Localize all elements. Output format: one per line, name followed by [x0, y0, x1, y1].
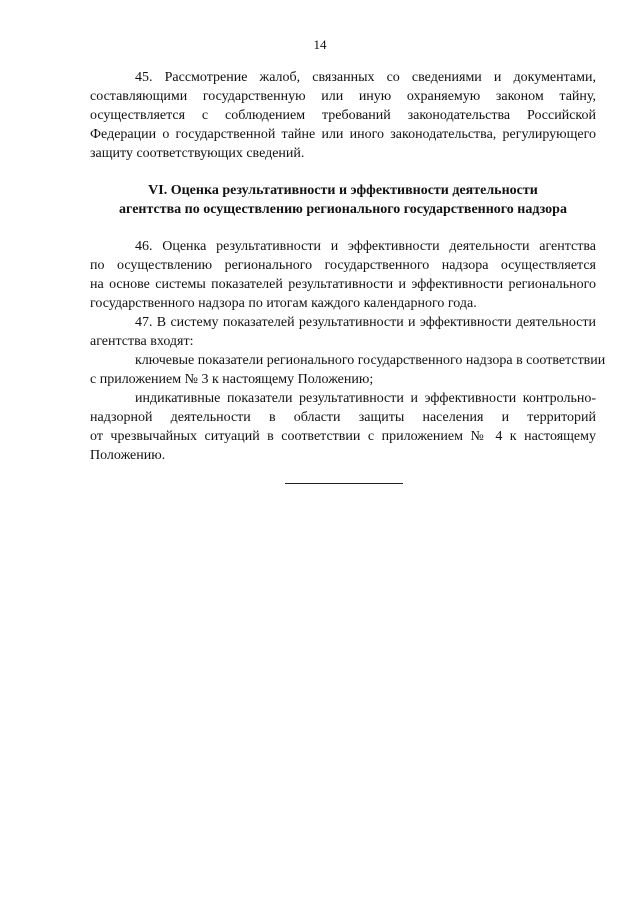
document-body: [90, 68, 606, 465]
section-heading: [90, 181, 596, 219]
paragraph-46-line: по осуществлению регионального государственного надзора осуществляется: [90, 258, 596, 273]
list-item-key-indicators: [90, 351, 606, 389]
paragraph-46-line: на основе системы показателей результативности и эффективности регионального: [90, 277, 596, 292]
paragraph-47-line: 47. В систему показателей результативности и эффективности деятельности: [135, 315, 596, 330]
paragraph-45-line: осуществляется с соблюдением требований законодательства Российской: [90, 108, 596, 123]
page-number: 14: [313, 37, 327, 52]
section-heading-line-1: VI. Оценка результативности и эффективности деятельности: [148, 183, 538, 198]
paragraph-46-line: государственного надзора по итогам каждого календарного года.: [90, 296, 477, 311]
list-item-line: Положению.: [90, 448, 166, 463]
paragraph-46-line: 46. Оценка результативности и эффективности деятельности агентства: [135, 239, 596, 254]
paragraph-45-line: защиту соответствующих сведений.: [90, 146, 305, 161]
list-item-indicative-indicators: [90, 389, 596, 465]
section-heading-line-2: агентства по осуществлению регионального государственного надзора: [119, 202, 567, 217]
list-item-line: от чрезвычайных ситуаций в соответствии с приложением № 4 к настоящему: [90, 429, 596, 444]
paragraph-45: [90, 68, 596, 163]
list-item-line: индикативные показатели результативности и эффективности контрольно-: [135, 391, 596, 406]
paragraph-47: [90, 313, 596, 351]
paragraph-45-line: 45. Рассмотрение жалоб, связанных со сведениями и документами,: [135, 70, 596, 85]
paragraph-45-line: составляющими государственную или иную охраняемую законом тайну,: [90, 89, 596, 104]
list-item-line: надзорной деятельности в области защиты населения и территорий: [90, 410, 596, 425]
list-item-line: с приложением № 3 к настоящему Положению;: [90, 372, 374, 387]
paragraph-47-line: агентства входят:: [90, 334, 194, 349]
list-item-line: ключевые показатели регионального государственного надзора в соответствии: [135, 353, 606, 368]
end-divider-line: [285, 483, 403, 484]
paragraph-45-line: Федерации о государственной тайне или иного законодательства, регулирующего: [90, 127, 596, 142]
paragraph-46: [90, 237, 596, 313]
